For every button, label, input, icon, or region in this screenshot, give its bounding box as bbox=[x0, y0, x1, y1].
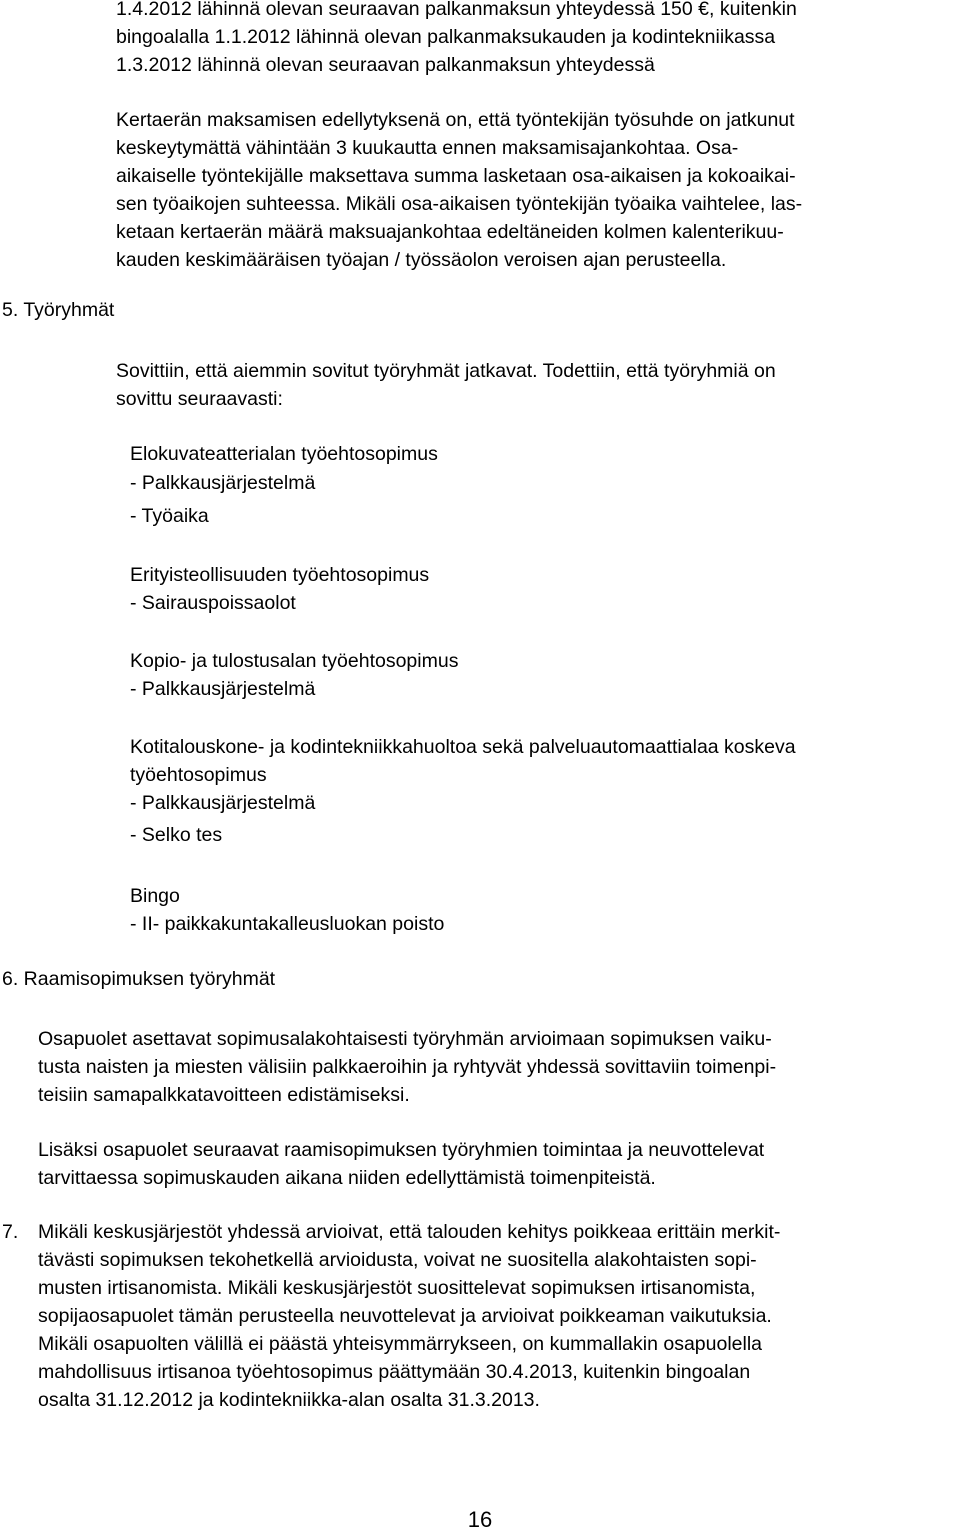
text-line: teisiin samapalkkatavoitteen edistämiseksi. bbox=[38, 1084, 410, 1106]
group-title: Erityisteollisuuden työehtosopimus bbox=[130, 564, 430, 586]
text-line: sen työaikojen suhteessa. Mikäli osa-aikaisen työntekijän työaika vaihtelee, las- bbox=[116, 193, 803, 215]
text-line: kauden keskimääräisen työajan / työssäolon veroisen ajan perusteella. bbox=[116, 249, 727, 271]
working-group-special-industry bbox=[130, 561, 429, 617]
text-line: bingoalalla 1.1.2012 lähinnä olevan palkanmaksukauden ja kodintekniikassa bbox=[116, 26, 776, 48]
text-line: tävästi sopimuksen tekohetkellä arvioidusta, voivat ne suositella alakohtaisten sopi- bbox=[38, 1249, 757, 1271]
text-line: tarvittaessa sopimuskauden aikana niiden edellyttämistä toimenpiteistä. bbox=[38, 1167, 656, 1189]
section-6-paragraph-1 bbox=[38, 1025, 776, 1109]
group-item: - Työaika bbox=[130, 505, 209, 527]
text-line: 1.3.2012 lähinnä olevan seuraavan palkanmaksun yhteydessä bbox=[116, 54, 655, 76]
text-line: tusta naisten ja miesten välisiin palkkaeroihin ja ryhtyvät yhdessä sovittaviin toimenpi- bbox=[38, 1056, 777, 1078]
section-7-number: 7. bbox=[2, 1221, 19, 1243]
top-continuation-text bbox=[116, 0, 797, 79]
group-title: Elokuvateatterialan työehtosopimus bbox=[130, 443, 438, 465]
working-group-appliance-service bbox=[130, 733, 796, 849]
working-group-cinema bbox=[130, 440, 438, 530]
working-group-copy-print bbox=[130, 647, 458, 703]
group-item: - II- paikkakuntakalleusluokan poisto bbox=[130, 913, 445, 935]
group-item: - Selko tes bbox=[130, 824, 223, 846]
text-line: aikaiselle työntekijälle maksettava summa lasketaan osa-aikaisen ja kokoaikai- bbox=[116, 165, 796, 187]
text-line: sovittu seuraavasti: bbox=[116, 388, 283, 410]
group-title: Bingo bbox=[130, 885, 180, 907]
working-group-bingo bbox=[130, 882, 444, 938]
text-line: Mikäli osapuolten välillä ei päästä yhteisymmärrykseen, on kummallakin osapuolella bbox=[38, 1333, 763, 1355]
section-6-heading: 6. Raamisopimuksen työryhmät bbox=[2, 968, 276, 990]
text-line: keskeytymättä vähintään 3 kuukautta ennen maksamisajankohtaa. Osa- bbox=[116, 137, 739, 159]
page-number: 16 bbox=[467, 1507, 493, 1532]
section-6-paragraph-2 bbox=[38, 1136, 764, 1192]
text-line: sopijaosapuolet tämän perusteella neuvottelevat ja arvioivat poikkeaman vaikutuksia. bbox=[38, 1305, 772, 1327]
section-5-intro bbox=[116, 357, 776, 413]
group-item: - Palkkausjärjestelmä bbox=[130, 792, 316, 814]
text-line: Osapuolet asettavat sopimusalakohtaisesti työryhmän arvioimaan sopimuksen vaiku- bbox=[38, 1028, 772, 1050]
text-line: Mikäli keskusjärjestöt yhdessä arvioivat, että talouden kehitys poikkeaa erittäin merkit- bbox=[38, 1221, 781, 1243]
group-title: Kotitalouskone- ja kodintekniikkahuoltoa sekä palveluautomaattialaa koskeva bbox=[130, 736, 796, 758]
text-line: Lisäksi osapuolet seuraavat raamisopimuksen työryhmien toimintaa ja neuvottelevat bbox=[38, 1139, 765, 1161]
section-7-paragraph bbox=[38, 1218, 780, 1414]
group-item: - Palkkausjärjestelmä bbox=[130, 678, 316, 700]
kertaera-paragraph bbox=[116, 106, 802, 274]
group-item: - Palkkausjärjestelmä bbox=[130, 472, 316, 494]
text-line: Kertaerän maksamisen edellytyksenä on, että työntekijän työsuhde on jatkunut bbox=[116, 109, 795, 131]
group-title: Kopio- ja tulostusalan työehtosopimus bbox=[130, 650, 459, 672]
text-line: musten irtisanomista. Mikäli keskusjärjestöt suosittelevat sopimuksen irtisanomista, bbox=[38, 1277, 756, 1299]
group-item: - Sairauspoissaolot bbox=[130, 592, 296, 614]
group-title: työehtosopimus bbox=[130, 764, 267, 786]
text-line: osalta 31.12.2012 ja kodintekniikka-alan osalta 31.3.2013. bbox=[38, 1389, 540, 1411]
section-5-heading: 5. Työryhmät bbox=[2, 299, 115, 321]
text-line: 1.4.2012 lähinnä olevan seuraavan palkanmaksun yhteydessä 150 €, kuitenkin bbox=[116, 0, 797, 20]
text-line: Sovittiin, että aiemmin sovitut työryhmät jatkavat. Todettiin, että työryhmiä on bbox=[116, 360, 776, 382]
text-line: mahdollisuus irtisanoa työehtosopimus päättymään 30.4.2013, kuitenkin bingoalan bbox=[38, 1361, 751, 1383]
text-line: ketaan kertaerän määrä maksuajankohtaa edeltäneiden kolmen kalenterikuu- bbox=[116, 221, 784, 243]
